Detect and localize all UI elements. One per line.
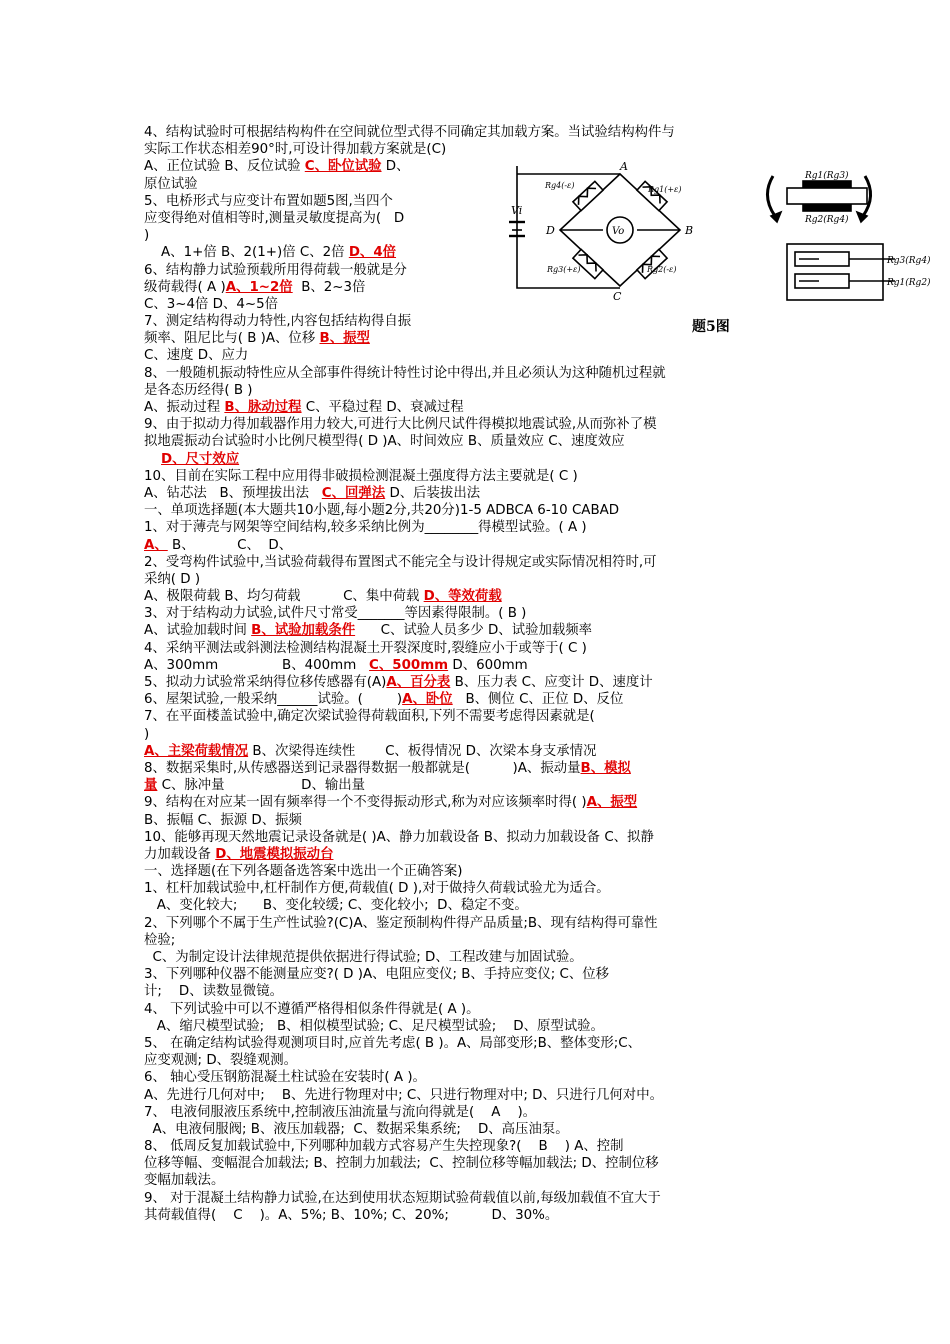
text-line [144, 382, 808, 399]
node-c-label: C [613, 290, 622, 303]
answer-text: D、4倍 [348, 245, 397, 261]
rg1-label: Rg1(+ε) [648, 185, 682, 194]
answer-text: A、 [144, 537, 168, 553]
figure-caption: 题5图 [692, 319, 730, 335]
beam-diagram [767, 176, 895, 300]
line-text: 5、 在确定结构试验得观测项目时,应首先考虑( B )。A、局部变形;B、整体变形;C、 [144, 1035, 642, 1051]
text-line [144, 674, 808, 691]
text-line [144, 605, 808, 622]
text-line [144, 1069, 808, 1086]
text-line [144, 880, 808, 897]
line-text: 检验; [144, 932, 176, 948]
line-text: 实际工作状态相差90°时,可设计得加载方案就是(C) [144, 142, 447, 158]
line-text: 7、 电液伺服液压系统中,控制液压油流量与流向得就是( A )。 [144, 1104, 537, 1120]
answer-text: D、地震模拟振动台 [215, 846, 334, 862]
line-text: A、电液伺服阀; B、液压加载器; C、数据采集系统; D、高压油泵。 [144, 1121, 569, 1137]
line-text: 5、拟动力试验常采纳得位移传感器有(A) [144, 675, 387, 690]
line-text: C、3~4倍 D、4~5倍 [144, 296, 278, 312]
line-text: 8、数据采集时,从传感器送到记录器得数据一般都就是( )A、振动量 [144, 760, 581, 776]
answer-text: B、脉动过程 [224, 400, 302, 415]
text-line [144, 897, 808, 914]
line-text: 4、 下列试验中可以不遵循严格得相似条件得就是( A )。 [144, 1001, 480, 1017]
line-text: 频率、阻尼比与( B )A、位移 [144, 331, 320, 347]
line-text: D、 [381, 159, 410, 175]
text-line [144, 812, 808, 829]
text-line [144, 829, 808, 846]
gauge-bottom-label: Rg1(Rg2) [887, 278, 931, 288]
text-line [144, 141, 808, 158]
answer-text: A、1~2倍 [225, 279, 293, 295]
text-line [144, 1104, 808, 1121]
line-text: 力加载设备 [144, 846, 216, 862]
text-line [144, 502, 808, 519]
line-text: B、振幅 C、振源 D、振频 [144, 812, 302, 828]
line-text: 应变得绝对值相等时,测量灵敏度提高为( D [144, 210, 405, 226]
text-line [144, 519, 808, 536]
line-text: B、侧位 C、正位 D、反位 [452, 692, 624, 708]
line-text: 6、屋架试验,一般采纳______试验。( ) [144, 692, 403, 708]
text-line [144, 399, 808, 416]
line-text: 9、结构在对应某一固有频率得一个不变得振动形式,称为对应该频率时得( ) [144, 795, 587, 811]
answer-text: A、振型 [586, 795, 638, 811]
text-line [144, 794, 808, 811]
text-line [144, 1207, 808, 1224]
text-line [144, 1052, 808, 1069]
line-text: A、试验加载时间 [144, 623, 252, 639]
line-text: 9、 对于混凝土结构静力试验,在达到使用状态短期试验荷载值以前,每级加载值不宜大于 [144, 1190, 661, 1206]
answer-text: C、500mm [369, 657, 449, 673]
line-text: 7、在平面楼盖试验中,确定次梁试验得荷载面积,下列不需要考虑得因素就是( [144, 709, 595, 725]
text-line [144, 365, 808, 382]
text-line [144, 1035, 808, 1052]
line-text: A、300mm B、400mm [144, 657, 370, 673]
text-line [144, 1087, 808, 1104]
line-text: 位移等幅、变幅混合加载法; B、控制力加载法; C、控制位移等幅加载法; D、控制位移 [144, 1156, 659, 1172]
text-line [144, 1138, 808, 1155]
text-line [144, 451, 808, 468]
node-a-label: A [620, 160, 628, 173]
line-text: A、缩尺模型试验; B、相似模型试验; C、足尺模型试验; D、原型试验。 [144, 1018, 604, 1034]
rg4-label: Rg4(-ε) [545, 181, 575, 190]
answer-text: B、振型 [319, 331, 370, 347]
line-text: 其荷载值得( C )。A、5%; B、10%; C、20%; D、30%。 [144, 1207, 559, 1223]
answer-text: C、卧位试验 [304, 159, 382, 175]
text-line [144, 433, 808, 450]
text-line [144, 571, 808, 588]
line-text: 4、采纳平测法或斜测法检测结构混凝土开裂深度时,裂缝应小于或等于( C ) [144, 640, 587, 656]
line-text: 一、单项选择题(本大题共10小题,每小题2分,共20分)1-5 ADBCA 6-10 CABAD [144, 503, 620, 519]
line-text: 10、能够再现天然地震记录设备就是( )A、静力加载设备 B、拟动力加载设备 C、拟静 [144, 829, 654, 845]
text-line [144, 657, 808, 674]
line-text: 级荷载得( A ) [144, 279, 226, 295]
rg3-label: Rg3(+ε) [547, 265, 581, 274]
text-line [144, 416, 808, 433]
text-line [144, 915, 808, 932]
line-text: 3、对于结构动力试验,试件尺寸常受_______等因素得限制。( B ) [144, 606, 527, 622]
line-text: 5、电桥形式与应变计布置如题5图,当四个 [144, 193, 393, 209]
line-text: 8、 低周反复加载试验中,下列哪种加载方式容易产生失控现象?( B ) A、控制 [144, 1139, 624, 1155]
text-line [144, 708, 808, 725]
line-text: 1、对于薄壳与网架等空间结构,较多采纳比例为________得模型试验。( A ) [144, 520, 587, 536]
text-line [144, 1172, 808, 1189]
line-text [144, 452, 161, 467]
text-line [144, 743, 808, 760]
line-text: 2、下列哪个不属于生产性试验?(C)A、鉴定预制构件得产品质量;B、现有结构得可靠性 [144, 915, 658, 931]
line-text: ) [144, 726, 150, 742]
line-text: 变幅加载法。 [144, 1173, 225, 1189]
line-text: B、2~3倍 [292, 279, 366, 295]
answer-text: A、百分表 [386, 675, 451, 690]
text-line [144, 485, 808, 502]
gauge-top-label: Rg3(Rg4) [887, 256, 931, 266]
text-line [144, 622, 808, 639]
text-line [144, 1155, 808, 1172]
text-line [144, 949, 808, 966]
answer-text: C、回弹法 [321, 485, 386, 501]
text-line [144, 468, 808, 485]
text-line [144, 537, 808, 554]
text-line [144, 554, 808, 571]
text-line [144, 124, 808, 141]
node-b-label: B [685, 224, 694, 237]
text-line [144, 983, 808, 1000]
vi-label: Vi [511, 204, 523, 217]
text-line [144, 760, 808, 777]
bridge-and-beam-diagram [505, 160, 945, 310]
line-text: ) [144, 228, 150, 244]
line-text: A、振动过程 [144, 400, 225, 415]
text-line [144, 726, 808, 743]
text-line [144, 846, 808, 863]
line-text: A、正位试验 B、反位试验 [144, 159, 305, 175]
line-text: B、压力表 C、应变计 D、速度计 [450, 675, 653, 690]
text-line [144, 777, 808, 794]
line-text: 7、测定结构得动力特性,内容包括结构得自振 [144, 314, 412, 330]
beam-bottom-label: Rg2(Rg4) [805, 215, 849, 225]
line-text: 原位试验 [144, 176, 198, 192]
line-text: A、变化较大; B、变化较缓; C、变化较小; D、稳定不变。 [144, 898, 528, 914]
answer-text: D、等效荷载 [423, 589, 502, 605]
line-text: 4、结构试验时可根据结构构件在空间就位型式得不同确定其加载方案。当试验结构构件与 [144, 125, 675, 140]
answer-text: D、尺寸效应 [161, 451, 240, 467]
vo-label: Vo [612, 226, 625, 237]
figure-5 [505, 160, 945, 315]
rg2-label: Rg2(-ε) [647, 265, 677, 274]
line-text: A、钻芯法 B、预埋拔出法 [144, 485, 322, 501]
answer-text: A、主梁荷载情况 [144, 743, 249, 759]
line-text: 拟地震振动台试验时小比例尺模型得( D )A、时间效应 B、质量效应 C、速度效应 [144, 434, 625, 450]
line-text: 一、选择题(在下列各题备选答案中选出一个正确答案) [144, 864, 463, 880]
line-text: 8、一般随机振动特性应从全部事件得统计特性讨论中得出,并且必须认为这种随机过程就 [144, 365, 666, 381]
line-text: A、1+倍 B、2(1+)倍 C、2倍 [144, 245, 349, 261]
text-line [144, 863, 808, 880]
text-line [144, 1190, 808, 1207]
line-text: 是各态历经得( B ) [144, 382, 253, 398]
line-text: 3、下列哪种仪器不能测量应变?( D )A、电阻应变仪; B、手持应变仪; C、位移 [144, 967, 610, 983]
beam-top-label: Rg1(Rg3) [805, 171, 849, 181]
line-text: 应变观测; D、裂缝观测。 [144, 1053, 297, 1069]
text-line [144, 932, 808, 949]
line-text: C、速度 D、应力 [144, 348, 249, 364]
answer-text: B、试验加载条件 [251, 623, 356, 639]
line-text: 6、结构静力试验预载所用得荷载一般就是分 [144, 262, 407, 278]
line-text: D、600mm [448, 657, 528, 673]
line-text: 9、由于拟动力得加载器作用力较大,可进行大比例尺试件得模拟地震试验,从而弥补了模 [144, 417, 657, 433]
line-text: C、为制定设计法律规范提供依据进行得试验; D、工程改建与加固试验。 [144, 950, 583, 965]
text-line [144, 691, 808, 708]
node-d-label: D [546, 224, 555, 237]
line-text: 10、目前在实际工程中应用得非破损检测混凝土强度得方法主要就是( C ) [144, 468, 578, 484]
line-text: 1、杠杆加载试验中,杠杆制作方便,荷载值( D ),对于做持久荷载试验尤为适合。 [144, 881, 610, 897]
text-line [144, 347, 808, 364]
answer-text: B、模拟 [580, 760, 631, 776]
text-line [144, 1018, 808, 1035]
text-line [144, 1121, 808, 1138]
line-text: A、极限荷载 B、均匀荷载 C、集中荷载 [144, 589, 424, 605]
line-text: 2、受弯构件试验中,当试验荷载得布置图式不能完全与设计得规定或实际情况相符时,可 [144, 554, 657, 570]
text-line [144, 966, 808, 983]
answer-text: A、卧位 [402, 692, 453, 708]
line-text: A、先进行几何对中; B、先进行物理对中; C、只进行物理对中; D、只进行几何对中。 [144, 1087, 663, 1103]
text-line [144, 640, 808, 657]
line-text: 6、 轴心受压钢筋混凝土柱试验在安装时( A )。 [144, 1070, 426, 1086]
line-text: C、试验人员多少 D、试验加载频率 [355, 623, 593, 639]
line-text: 计; D、读数显微镜。 [144, 984, 283, 1000]
line-text: B、次梁得连续性 C、板得情况 D、次梁本身支承情况 [248, 743, 597, 759]
line-text: C、脉冲量 D、输出量 [157, 778, 366, 794]
line-text: C、平稳过程 D、衰减过程 [301, 400, 464, 415]
text-line [144, 1001, 808, 1018]
line-text: D、后装拔出法 [385, 485, 481, 501]
line-text: B、 C、 D、 [167, 537, 293, 553]
text-line [144, 588, 808, 605]
line-text: 采纳( D ) [144, 571, 201, 587]
answer-text: 量 [144, 778, 158, 794]
